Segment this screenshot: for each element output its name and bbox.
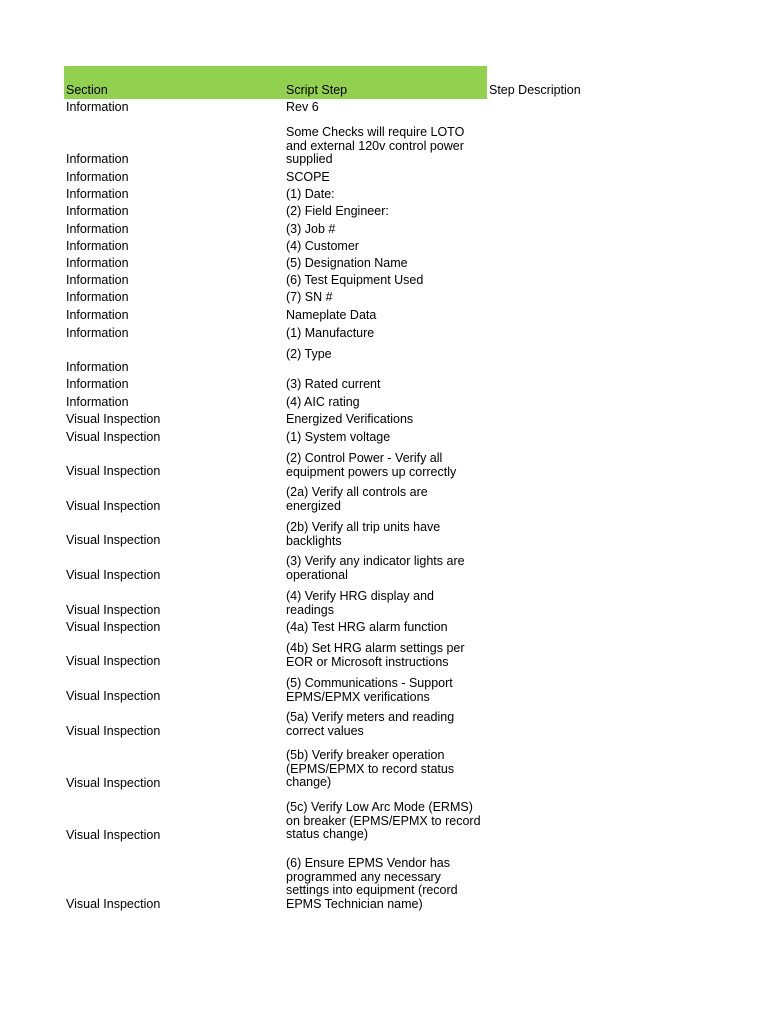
section-cell: Visual Inspection (66, 689, 161, 703)
script-step-line: programmed any necessary (286, 869, 441, 884)
script-step-line: (2b) Verify all trip units have (286, 520, 441, 534)
script-step-line: backlights (286, 533, 342, 548)
section-cell: Visual Inspection (66, 897, 161, 911)
script-step-cell (286, 309, 486, 323)
script-step-line: Rev 6 (286, 100, 319, 114)
script-step-line: (2a) Verify all controls are (286, 485, 428, 499)
script-step-cell (286, 857, 486, 911)
section-cell: Visual Inspection (66, 620, 161, 634)
script-step-cell (286, 274, 486, 288)
section-cell: Information (66, 395, 129, 409)
script-step-line: equipment powers up correctly (286, 464, 457, 479)
script-step-line: (2) Field Engineer: (286, 204, 389, 218)
script-step-cell (286, 486, 486, 513)
script-step-line: (5b) Verify breaker operation (286, 748, 445, 762)
script-step-line: EOR or Microsoft instructions (286, 654, 449, 669)
script-step-cell (286, 223, 486, 237)
script-step-cell (286, 801, 486, 842)
script-step-cell (286, 126, 486, 167)
header-section: Section (66, 83, 108, 97)
script-step-cell (286, 205, 486, 219)
script-step-cell (286, 555, 486, 582)
script-step-cell (286, 240, 486, 254)
script-step-line: (4) AIC rating (286, 395, 360, 409)
script-step-line: (6) Ensure EPMS Vendor has (286, 856, 450, 870)
section-cell: Information (66, 308, 129, 322)
script-step-line: (1) Date: (286, 187, 335, 201)
script-step-cell (286, 590, 486, 617)
section-cell: Information (66, 290, 129, 304)
script-step-line: settings into equipment (record (286, 883, 458, 898)
section-cell: Information (66, 273, 129, 287)
script-step-cell (286, 188, 486, 202)
script-step-cell (286, 348, 486, 362)
script-step-line: change) (286, 775, 332, 790)
script-step-line: (EPMS/EPMX to record status (286, 761, 455, 776)
script-step-line: status change) (286, 827, 368, 842)
script-step-line: (4) Customer (286, 239, 359, 253)
script-step-line: (5c) Verify Low Arc Mode (ERMS) (286, 800, 473, 814)
script-step-cell (286, 642, 486, 669)
script-step-line: operational (286, 567, 348, 582)
section-cell: Visual Inspection (66, 430, 161, 444)
script-step-cell (286, 327, 486, 341)
section-cell: Information (66, 360, 129, 374)
section-cell: Information (66, 100, 129, 114)
script-step-line: energized (286, 498, 341, 513)
section-cell: Visual Inspection (66, 776, 161, 790)
section-cell: Information (66, 170, 129, 184)
script-step-line: Nameplate Data (286, 308, 377, 322)
script-step-cell (286, 413, 486, 427)
script-step-cell (286, 396, 486, 410)
section-cell: Visual Inspection (66, 499, 161, 513)
script-step-line: Energized Verifications (286, 412, 414, 426)
script-step-line: (3) Rated current (286, 377, 381, 391)
script-step-line: (1) Manufacture (286, 326, 375, 340)
section-cell: Visual Inspection (66, 603, 161, 617)
script-step-line: Some Checks will require LOTO (286, 125, 465, 139)
script-step-cell (286, 257, 486, 271)
script-step-cell (286, 677, 486, 704)
script-step-cell (286, 749, 486, 790)
script-step-line: (4) Verify HRG display and (286, 589, 434, 603)
script-step-line: (2) Control Power - Verify all (286, 451, 443, 465)
script-step-line: (6) Test Equipment Used (286, 273, 424, 287)
section-cell: Information (66, 239, 129, 253)
section-cell: Visual Inspection (66, 412, 161, 426)
script-step-line: (5) Communications - Support (286, 676, 453, 690)
script-step-cell (286, 171, 486, 185)
section-cell: Visual Inspection (66, 828, 161, 842)
section-cell: Visual Inspection (66, 724, 161, 738)
section-cell: Information (66, 204, 129, 218)
script-step-cell (286, 431, 486, 445)
section-cell: Information (66, 187, 129, 201)
script-step-line: correct values (286, 723, 364, 738)
script-step-line: EPMS Technician name) (286, 896, 423, 911)
script-step-cell (286, 521, 486, 548)
script-step-cell (286, 711, 486, 738)
section-cell: Visual Inspection (66, 568, 161, 582)
script-step-line: (1) System voltage (286, 430, 391, 444)
script-step-line: supplied (286, 152, 333, 167)
script-step-line: (5a) Verify meters and reading (286, 710, 455, 724)
script-step-cell (286, 101, 486, 115)
script-step-line: (3) Job # (286, 222, 336, 236)
section-cell: Visual Inspection (66, 654, 161, 668)
section-cell: Information (66, 222, 129, 236)
section-cell: Information (66, 326, 129, 340)
script-step-line: (4a) Test HRG alarm function (286, 620, 448, 634)
script-step-line: EPMS/EPMX verifications (286, 689, 430, 704)
script-step-cell (286, 378, 486, 392)
script-step-cell (286, 291, 486, 305)
script-step-line: (7) SN # (286, 290, 333, 304)
script-step-line: (2) Type (286, 347, 332, 361)
script-step-line: on breaker (EPMS/EPMX to record (286, 813, 481, 828)
script-step-line: SCOPE (286, 170, 330, 184)
section-cell: Information (66, 256, 129, 270)
script-step-cell (286, 621, 486, 635)
script-step-line: (4b) Set HRG alarm settings per (286, 641, 465, 655)
section-cell: Visual Inspection (66, 533, 161, 547)
section-cell: Visual Inspection (66, 464, 161, 478)
script-step-cell (286, 452, 486, 479)
section-cell: Information (66, 152, 129, 166)
header-step-description: Step Description (489, 83, 581, 97)
section-cell: Information (66, 377, 129, 391)
script-step-line: and external 120v control power (286, 138, 464, 153)
script-step-line: readings (286, 602, 334, 617)
header-script-step: Script Step (286, 83, 348, 97)
script-step-line: (5) Designation Name (286, 256, 408, 270)
script-step-line: (3) Verify any indicator lights are (286, 554, 465, 568)
